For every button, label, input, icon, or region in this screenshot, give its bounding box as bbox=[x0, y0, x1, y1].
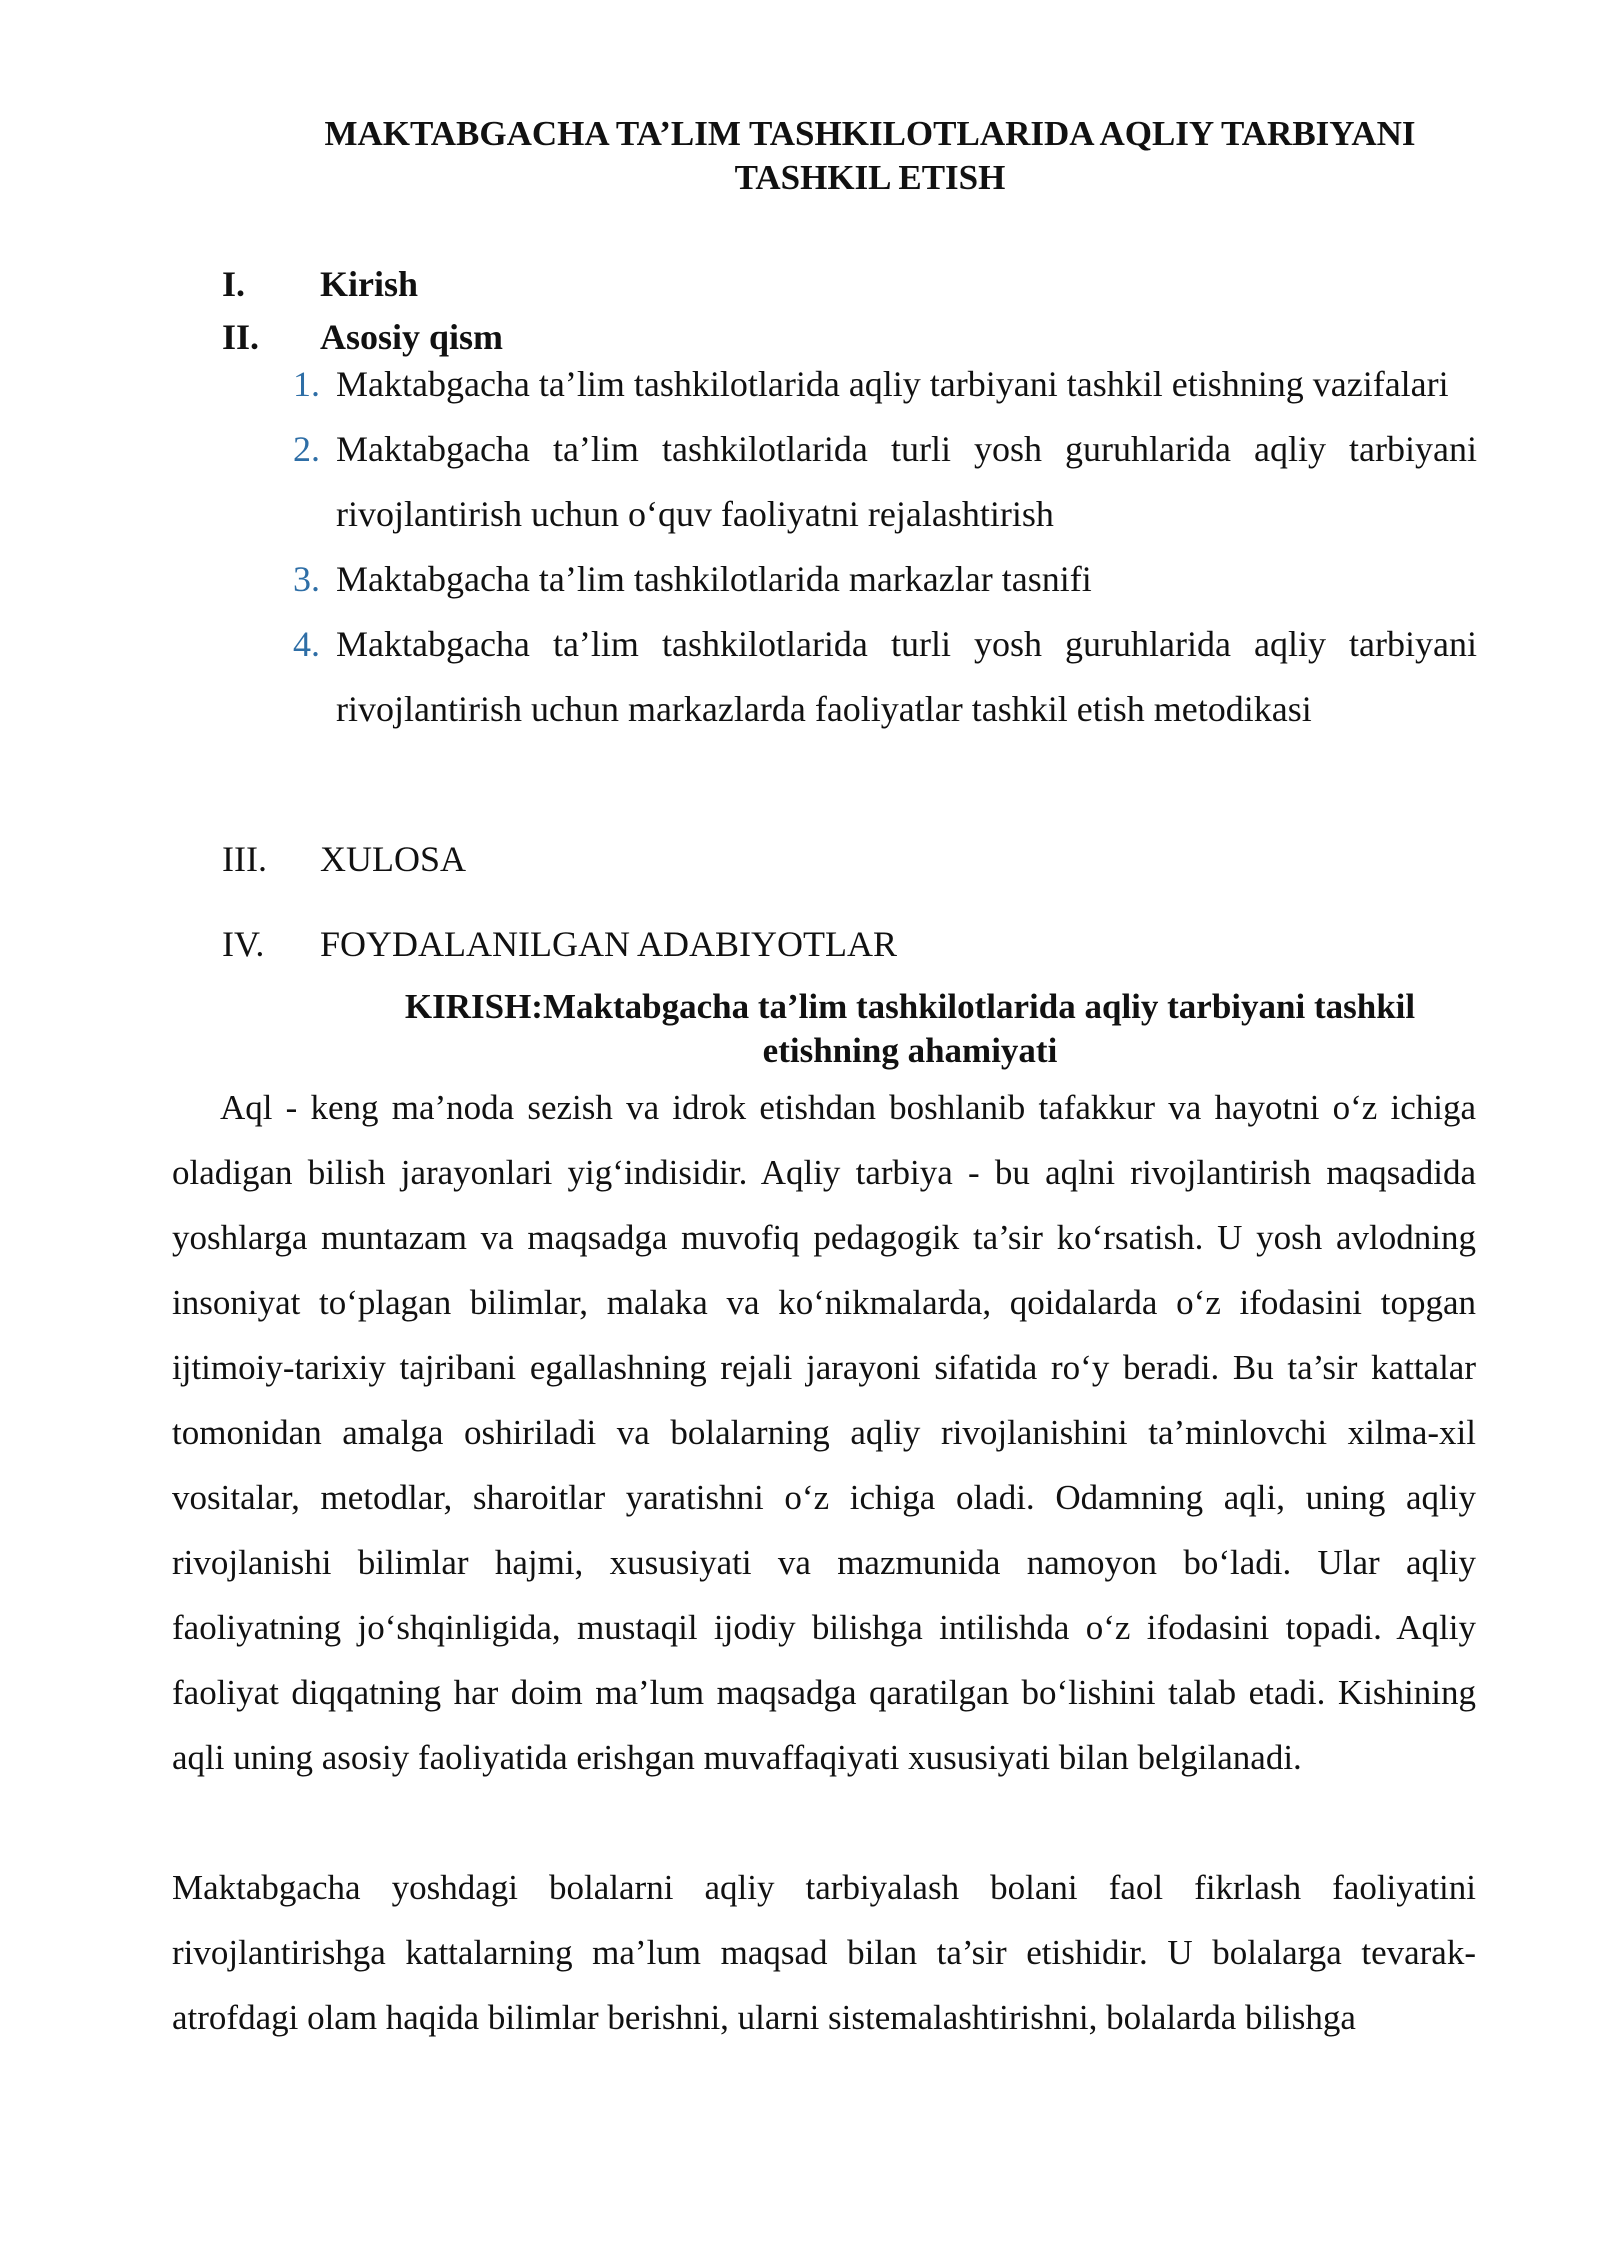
list-item bbox=[282, 612, 1477, 742]
sub-item-list bbox=[282, 352, 1477, 742]
list-item-number: 4. bbox=[293, 624, 320, 664]
list-item-number: 2. bbox=[293, 429, 320, 469]
outline-number: III. bbox=[222, 839, 267, 879]
outline-item-adabiyotlar bbox=[222, 922, 897, 966]
outline-number: IV. bbox=[222, 924, 265, 964]
outline-item-xulosa bbox=[222, 837, 466, 881]
outline-label: Asosiy qism bbox=[320, 317, 504, 357]
list-item-number: 3. bbox=[293, 559, 320, 599]
paragraph-2: Maktabgacha yoshdagi bolalarni aqliy tarbiyalash bolani faol fikrlash faoliyatini rivojlantirishga kattalarning ma’lum maqsad bilan ta’sir etishidir. U bolalarga tevarak- atrofdagi olam haqida bilimlar berishni, ularni sistemalashtirishni, bolalarda bilishga bbox=[172, 1868, 1476, 2037]
outline-label: XULOSA bbox=[320, 839, 467, 879]
list-item-text: Maktabgacha ta’lim tashkilotlarida turli yosh guruhlarida aqliy tarbiyani rivojlantirish uchun o‘quv faoliyatni rejalashtirish bbox=[336, 429, 1477, 534]
section-heading-line-2: etishning ahamiyati bbox=[762, 1031, 1058, 1070]
list-item bbox=[282, 352, 1477, 417]
document-title bbox=[260, 112, 1480, 200]
outline-item-kirish bbox=[222, 262, 418, 306]
title-line-2: TASHKIL ETISH bbox=[734, 158, 1006, 197]
list-item bbox=[282, 417, 1477, 547]
list-item-text: Maktabgacha ta’lim tashkilotlarida turli yosh guruhlarida aqliy tarbiyani rivojlantirish uchun markazlarda faoliyatlar tashkil etish metodikasi bbox=[336, 624, 1477, 729]
list-item-text: Maktabgacha ta’lim tashkilotlarida markazlar tasnifi bbox=[336, 559, 1092, 599]
outline-label: FOYDALANILGAN ADABIYOTLAR bbox=[320, 924, 897, 964]
section-heading-line-1: KIRISH:Maktabgacha ta’lim tashkilotlarida aqliy tarbiyani tashkil bbox=[404, 987, 1416, 1026]
paragraph-1: Aql - keng ma’noda sezish va idrok etishdan boshlanib tafakkur va hayotni o‘z ichiga oladigan bilish jarayonlari yig‘indisidir. Aqliy tarbiya - bu aqlni rivojlantirish maqsadida yoshlarga muntazam va maqsadga muvofiq pedagogik ta’sir ko‘rsatish. U yosh avlodning insoniyat to‘plagan bilimlar, malaka va ko‘nikmalarda, qoidalarda o‘z ifodasini topgan ijtimoiy-tarixiy tajribani egallashning rejali jarayoni sifatida ro‘y beradi. Bu ta’sir kattalar tomonidan amalga oshiriladi va bolalarning aqliy rivojlanishini ta’minlovchi xilma-xil vositalar, metodlar, sharoitlar yaratishni o‘z ichiga oladi. Odamning aqli, uning aqliy rivojlanishi bilimlar hajmi, xususiyati va mazmunida namoyon bo‘ladi. Ular aqliy faoliyatning jo‘shqinligida, mustaqil ijodiy bilishga intilishda o‘z ifodasini topadi. Aqliy faoliyat diqqatning har doim ma’lum maqsadga qaratilgan bo‘lishini talab etadi. Kishining aqli uning asosiy faoliyatida erishgan muvaffaqiyati xususiyati bilan belgilanadi. bbox=[172, 1088, 1476, 1777]
list-item bbox=[282, 547, 1477, 612]
title-line-1: MAKTABGACHA TA’LIM TASHKILOTLARIDA AQLIY TARBIYANI bbox=[324, 114, 1416, 153]
outline-number: I. bbox=[222, 264, 246, 304]
section-heading bbox=[340, 985, 1480, 1073]
outline-label: Kirish bbox=[320, 264, 419, 304]
list-item-number: 1. bbox=[293, 364, 320, 404]
outline-number: II. bbox=[222, 317, 260, 357]
list-item-text: Maktabgacha ta’lim tashkilotlarida aqliy tarbiyani tashkil etishning vazifalari bbox=[336, 364, 1449, 404]
